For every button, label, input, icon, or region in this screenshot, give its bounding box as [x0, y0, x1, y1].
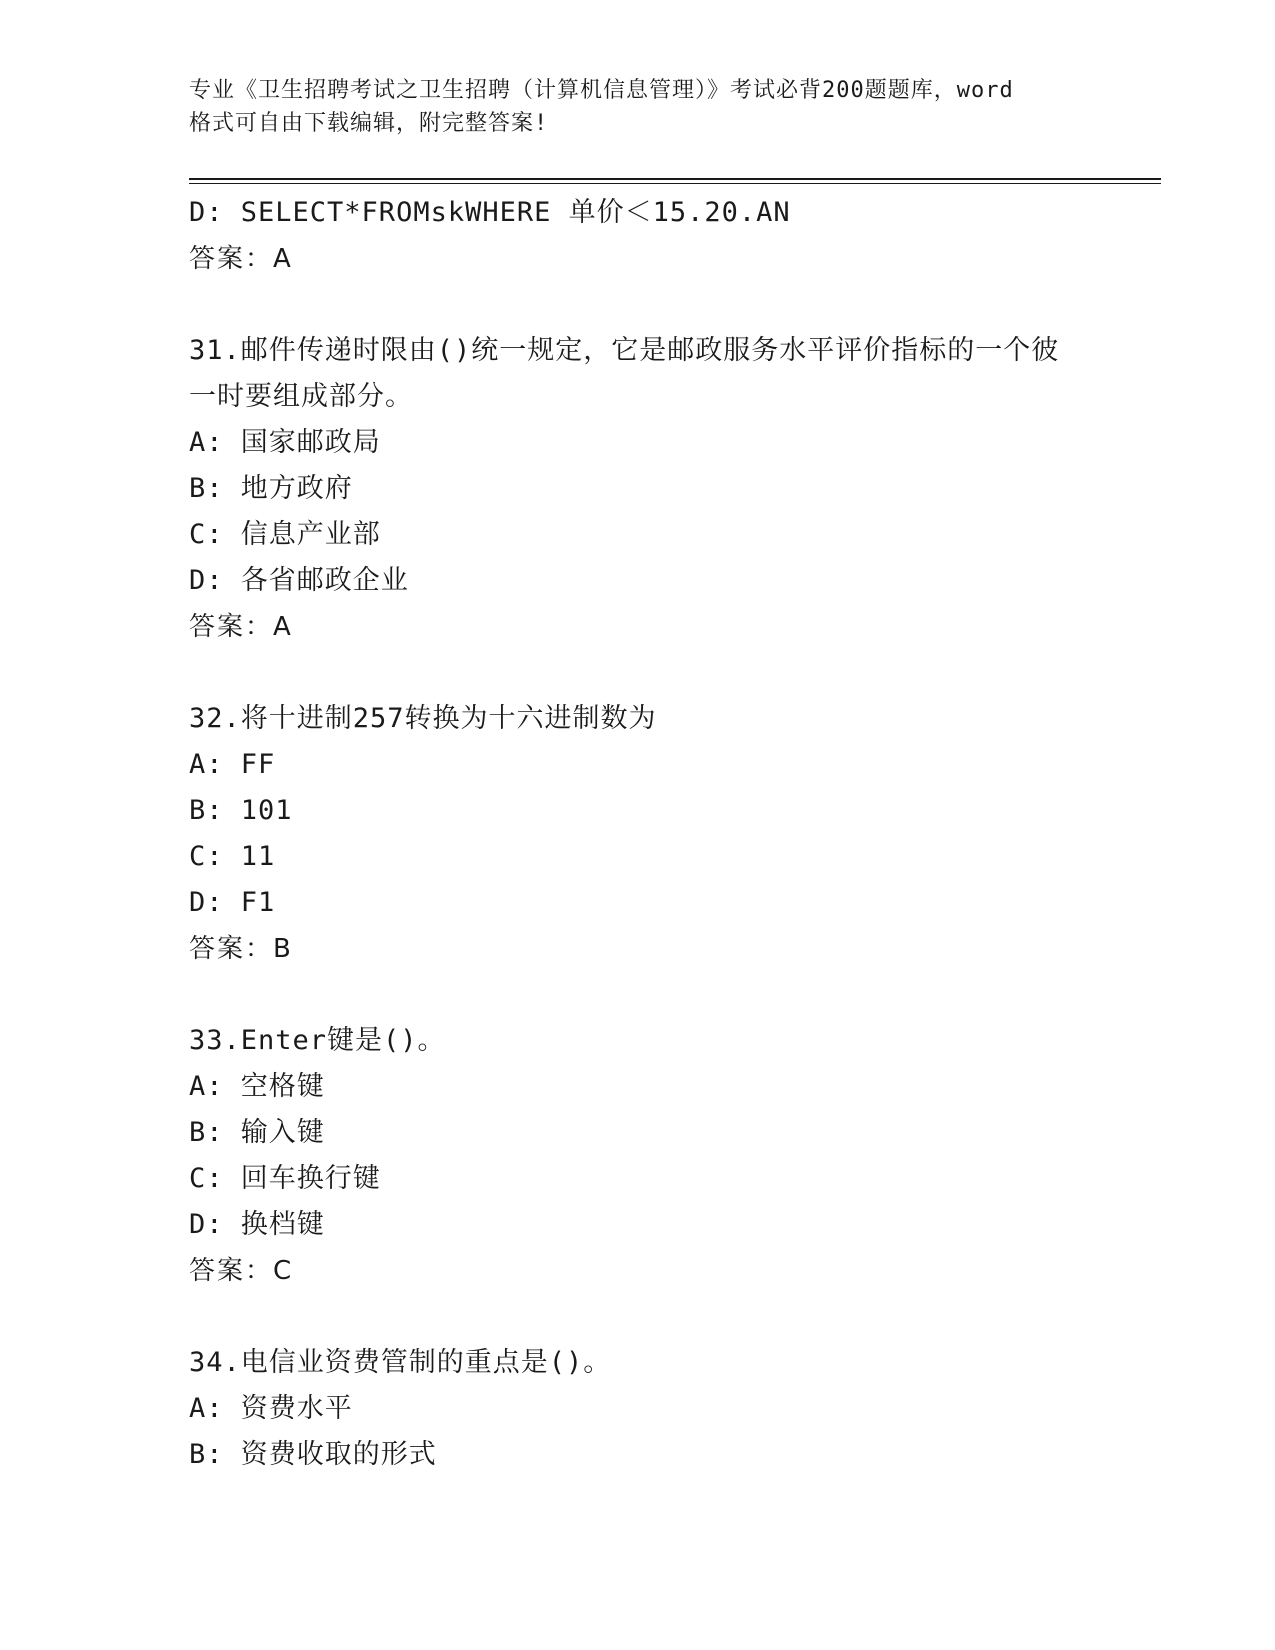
option-b: B: 输入键: [189, 1117, 325, 1148]
question-32: [189, 696, 1089, 972]
option-c: C: 11: [189, 841, 276, 872]
question-31: [189, 328, 1089, 650]
option-b: B: 101: [189, 795, 293, 826]
answer-label: 答案：B: [189, 934, 293, 964]
header-title-line-2: 格式可自由下载编辑，附完整答案!: [189, 111, 549, 136]
question-list: [189, 190, 1089, 1478]
question-34: [189, 1340, 1089, 1478]
option-b: B: 地方政府: [189, 473, 353, 504]
header-divider-thick: [189, 178, 1161, 180]
question-stem: 34.电信业资费管制的重点是()。: [189, 1347, 612, 1378]
header-title-line-1: 专业《卫生招聘考试之卫生招聘（计算机信息管理）》考试必背200题题库，word: [189, 78, 1014, 103]
question-stem-continued: 一时要组成部分。: [189, 381, 413, 412]
answer-label: 答案：C: [189, 1256, 294, 1286]
header-divider-thin: [189, 183, 1161, 184]
answer-label: 答案：A: [189, 612, 293, 642]
question-stem: 33.Enter键是()。: [189, 1025, 446, 1056]
option-d: D: F1: [189, 887, 276, 918]
option-d: D: SELECT*FROMskWHERE 单价＜15.20.AN: [189, 197, 791, 228]
option-b: B: 资费收取的形式: [189, 1439, 437, 1470]
spacer: [189, 650, 1089, 696]
option-a: A: 资费水平: [189, 1393, 353, 1424]
document-header: [189, 74, 1089, 140]
spacer: [189, 972, 1089, 1018]
question-stem: 31.邮件传递时限由()统一规定，它是邮政服务水平评价指标的一个彼: [189, 335, 1060, 366]
option-a: A: FF: [189, 749, 276, 780]
answer-label: 答案：A: [189, 244, 293, 274]
option-a: A: 空格键: [189, 1071, 325, 1102]
spacer: [189, 282, 1089, 328]
option-d: D: 换档键: [189, 1209, 325, 1240]
option-c: C: 回车换行键: [189, 1163, 381, 1194]
question-stem: 32.将十进制257转换为十六进制数为: [189, 703, 657, 734]
question-30-tail: [189, 190, 1089, 282]
question-33: [189, 1018, 1089, 1294]
option-a: A: 国家邮政局: [189, 427, 381, 458]
option-d: D: 各省邮政企业: [189, 565, 409, 596]
spacer: [189, 1294, 1089, 1340]
option-c: C: 信息产业部: [189, 519, 381, 550]
